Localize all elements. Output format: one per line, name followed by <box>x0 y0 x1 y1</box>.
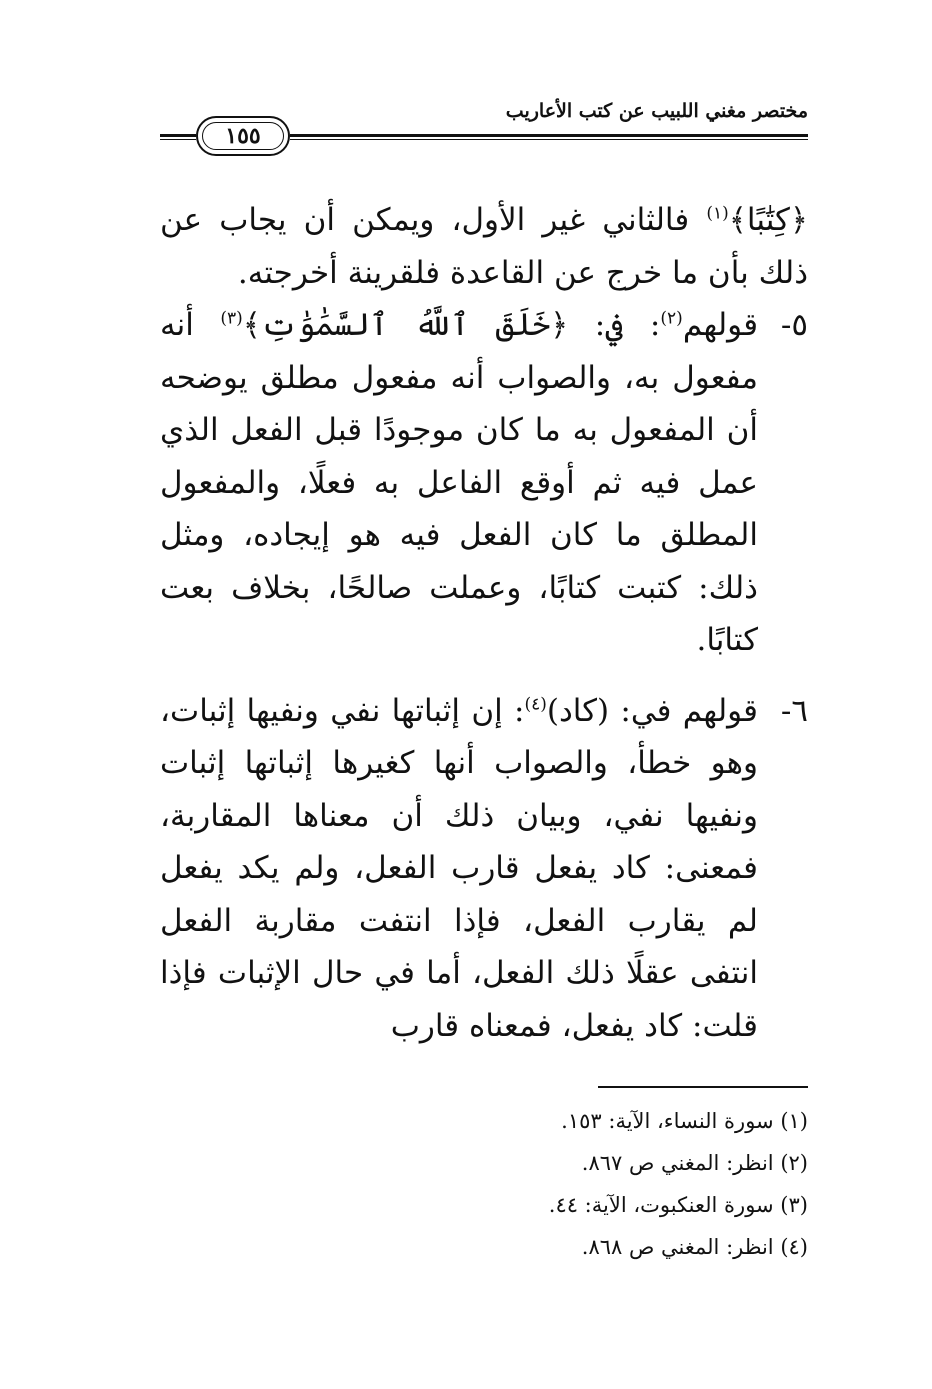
paragraph-continuation <box>160 194 808 299</box>
footnote-rule <box>598 1086 808 1088</box>
main-text <box>160 194 808 1052</box>
item-number: ٦- <box>780 692 808 729</box>
footnote-1: (١) سورة النساء، الآية: ١٥٣. <box>561 1109 808 1133</box>
item-text: قولهم في: (كاد) <box>546 692 758 729</box>
header-rule-left <box>160 134 196 140</box>
footnotes <box>308 1100 808 1268</box>
quran-quote: ﴿خَلَقَ ٱللَّهُ ٱلسَّمَٰوَٰتِ﴾ <box>242 307 569 343</box>
page-number: ١٥٥ <box>225 123 261 149</box>
item-text: قولهم <box>682 307 759 343</box>
page-number-ornament <box>196 116 290 156</box>
footnote-ref: (١) <box>706 203 729 224</box>
footnote-ref: (٣) <box>220 308 243 329</box>
header-rule <box>290 134 808 140</box>
footnote-2: (٢) انظر: المغني ص ٨٦٧. <box>581 1151 808 1175</box>
item-text: : في: <box>568 307 661 343</box>
quran-quote: ﴿كِتَٰبًا﴾ <box>728 202 808 238</box>
list-item-6 <box>160 685 808 1053</box>
footnote-3: (٣) سورة العنكبوت، الآية: ٤٤. <box>548 1193 808 1217</box>
running-title: مختصر مغني اللبيب عن كتب الأعاريب <box>505 100 808 122</box>
item-number: ٥- <box>780 307 808 343</box>
footnote-4: (٤) انظر: المغني ص ٨٦٨. <box>581 1235 808 1259</box>
paragraph-text: فالثاني غير الأول، ويمكن أن يجاب عن ذلك بأن ما خرج عن القاعدة فلقرينة أخرجته. <box>160 202 808 291</box>
footnote-ref: (٤) <box>524 694 547 715</box>
item-text: أنه مفعول به، والصواب أنه مفعول مطلق يوضحه أن المفعول به ما كان موجودًا قبل الفعل الذي عمل فيه ثم أوقع الفاعل به فعلًا، والمفعول المطلق ما كان الفعل فيه هو إيجاده، ومثل ذلك: كتبت كتابًا، وعملت صالحًا، بخلاف بعت كتابًا. <box>160 307 758 658</box>
paragraph-gap <box>160 667 808 685</box>
item-text: : إن إثباتها نفي ونفيها إثبات، وهو خطأ، والصواب أنها كغيرها إثباتها إثبات ونفيها نفي، وبيان ذلك أن معناها المقاربة، فمعنى: كاد يفعل قارب الفعل، ولم يكد يفعل لم يقارب الفعل، فإذا انتفت مقاربة الفعل انتفى عقلًا ذلك الفعل، أما في حال الإثبات فإذا قلت: كاد يفعل، فمعناه قارب <box>160 692 758 1044</box>
list-item-5 <box>160 299 808 667</box>
footnote-ref: (٢) <box>660 308 683 329</box>
